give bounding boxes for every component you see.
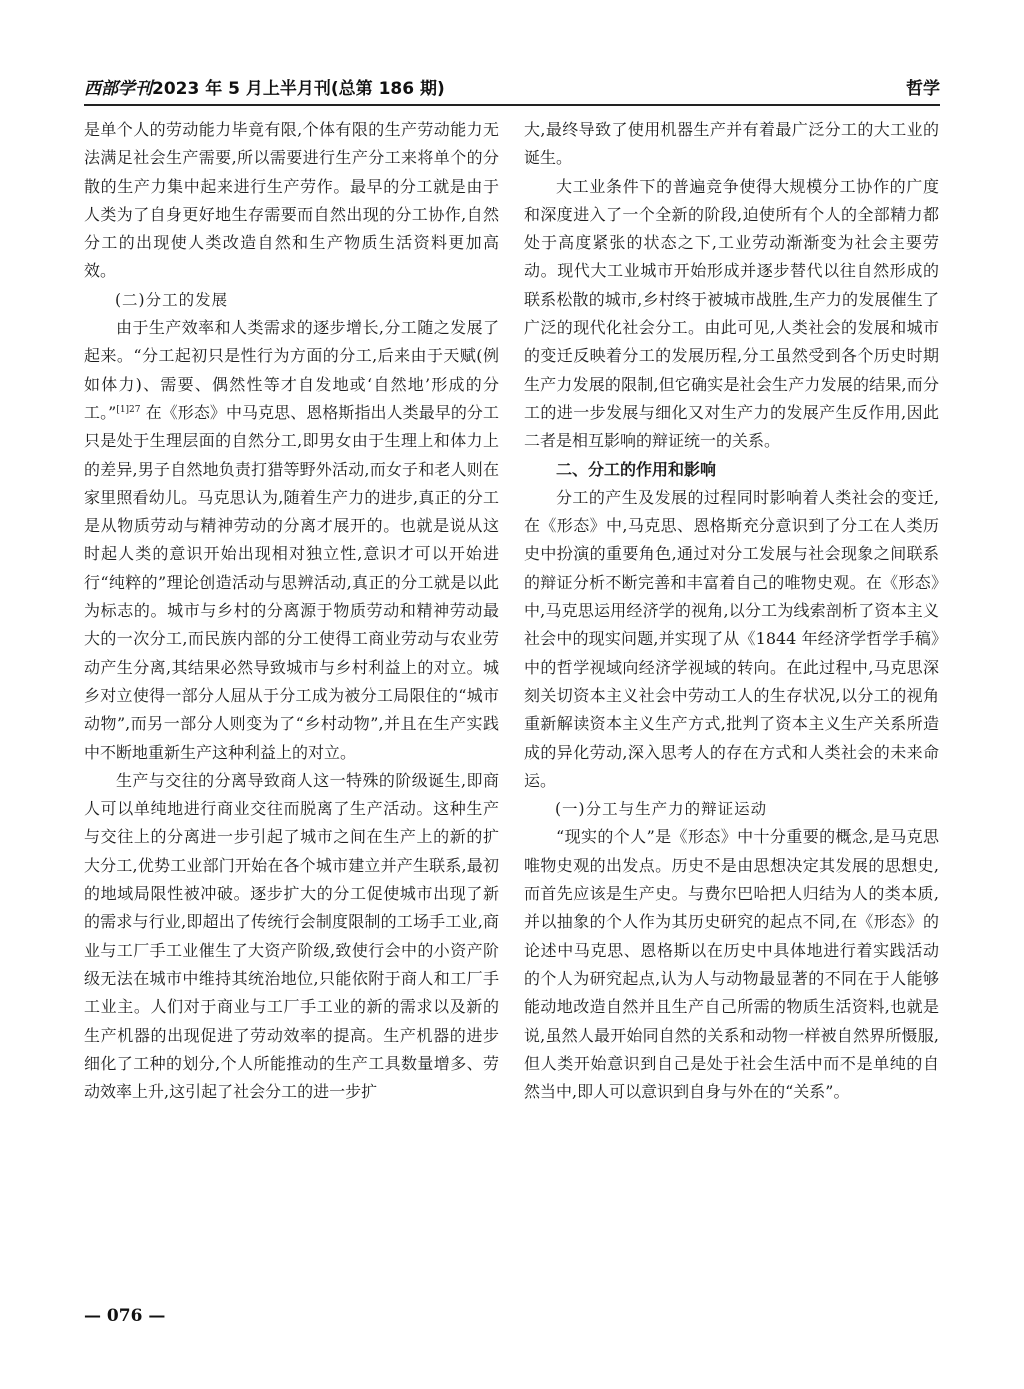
paragraph: 大,最终导致了使用机器生产并有着最广泛分工的大工业的诞生。: [524, 120, 939, 168]
left-column: [84, 116, 499, 1106]
running-header: [84, 70, 940, 106]
citation-ref: [1]27: [116, 404, 141, 415]
paragraph: 生产与交往的分离导致商人这一特殊的阶级诞生,即商人可以单纯地进行商业交往而脱离了生产活动。这种生产与交往上的分离进一步引起了城市之间在生产上的新的扩大分工,优势工业部门开始在各个城市建立并产生联系,最初的地域局限性被冲破。逐步扩大的分工促使城市出现了新的需求与行业,即超出了传统行会制度限制的工场手工业,商业与工厂手工业催生了大资产阶级,致使行会中的小资产阶级无法在城市中维持其统治地位,只能依附于商人和工厂手工业主。人们对于商业与工厂手工业的新的需求以及新的生产机器的出现促进了劳动效率的提高。生产机器的进步细化了工种的划分,个人所能推动的生产工具数量增多、劳动效率上升,这引起了社会分工的进一步扩: [84, 770, 499, 1102]
issue-info: 2023 年 5 月上半月刊(总第 186 期): [152, 79, 445, 99]
section-label: 哲学: [906, 79, 940, 99]
subsection-heading: (一)分工与生产力的辩证运动: [555, 800, 768, 819]
paragraph: “现实的个人”是《形态》中十分重要的概念,是马克思唯物史观的出发点。历史不是由思想决定其发展的思想史,而首先应该是生产史。与费尔巴哈把人归结为人的类本质,并以抽象的个人作为其历史研究的起点不同,在《形态》的论述中马克思、恩格斯以在历史中具体地进行着实践活动的个人为研究起点,认为人与动物最显著的不同在于人能够能动地改造自然并且生产自己所需的物质生活资料,也就是说,虽然人最开始同自然的关系和动物一样被自然界所慑服,但人类开始意识到自己是处于社会生活中而不是单纯的自然当中,即人可以意识到自身与外在的“关系”。: [524, 827, 939, 1102]
paragraph: 分工的产生及发展的过程同时影响着人类社会的变迁,在《形态》中,马克思、恩格斯充分意识到了分工在人类历史中扮演的重要角色,通过对分工发展与社会现象之间联系的辩证分析不断完善和丰富着自己的唯物史观。在《形态》中,马克思运用经济学的视角,以分工为线索剖析了资本主义社会中的现实问题,并实现了从《1844 年经济学哲学手稿》中的哲学视域向经济学视域的转向。在此过程中,马克思深刻关切资本主义社会中劳动工人的生存状况,以分工的视角重新解读资本主义生产方式,批判了资本主义生产关系所造成的异化劳动,深入思考人的存在方式和人类社会的未来命运。: [524, 487, 939, 790]
paragraph: [84, 314, 499, 767]
section-heading: 二、分工的作用和影响: [556, 459, 717, 479]
subsection-heading: (二)分工的发展: [115, 290, 229, 309]
journal-masthead: 西部学刊: [84, 79, 152, 99]
right-column: [524, 116, 939, 1106]
paragraph: 大工业条件下的普遍竞争使得大规模分工协作的广度和深度进入了一个全新的阶段,迫使所有个人的全部精力都处于高度紧张的状态之下,工业劳动渐渐变为社会主要劳动。现代大工业城市开始形成并逐步替代以往自然形成的联系松散的城市,乡村终于被城市战胜,生产力的发展催生了广泛的现代化社会分工。由此可见,人类社会的发展和城市的变迁反映着分工的发展历程,分工虽然受到各个历史时期生产力发展的限制,但它确实是社会生产力发展的结果,而分工的进一步发展与细化又对生产力的发展产生反作用,因此二者是相互影响的辩证统一的关系。: [524, 176, 939, 451]
paragraph-text: 由于生产效率和人类需求的逐步增长,分工随之发展了起来。“分工起初只是性行为方面的分工,后来由于天赋(例如体力)、需要、偶然性等才自发地或‘自然地’形成的分工。”: [84, 318, 499, 422]
page-number: — 076 —: [84, 1306, 166, 1326]
paragraph: 是单个人的劳动能力毕竟有限,个体有限的生产劳动能力无法满足社会生产需要,所以需要进行生产分工来将单个的分散的生产力集中起来进行生产劳作。最早的分工就是由于人类为了自身更好地生存需要而自然出现的分工协作,自然分工的出现使人类改造自然和生产物质生活资料更加高效。: [84, 120, 499, 281]
paragraph-text: 在《形态》中马克思、恩格斯指出人类最早的分工只是处于生理层面的自然分工,即男女由于生理上和体力上的差异,男子自然地负责打猎等野外活动,而女子和老人则在家里照看幼儿。马克思认为,随着生产力的进步,真正的分工是从物质劳动与精神劳动的分离才展开的。也就是说从这时起人类的意识开始出现相对独立性,意识才可以开始进行“纯粹的”理论创造活动与思辨活动,真正的分工就是以此为标志的。城市与乡村的分离源于物质劳动和精神劳动最大的一次分工,而民族内部的分工使得工商业劳动与农业劳动产生分离,其结果必然导致城市与乡村利益上的对立。城乡对立使得一部分人屈从于分工成为被分工局限住的“城市动物”,而另一部分人则变为了“乡村动物”,并且在生产实践中不断地重新生产这种利益上的对立。: [84, 402, 499, 762]
journal-issue-line: [84, 74, 445, 99]
